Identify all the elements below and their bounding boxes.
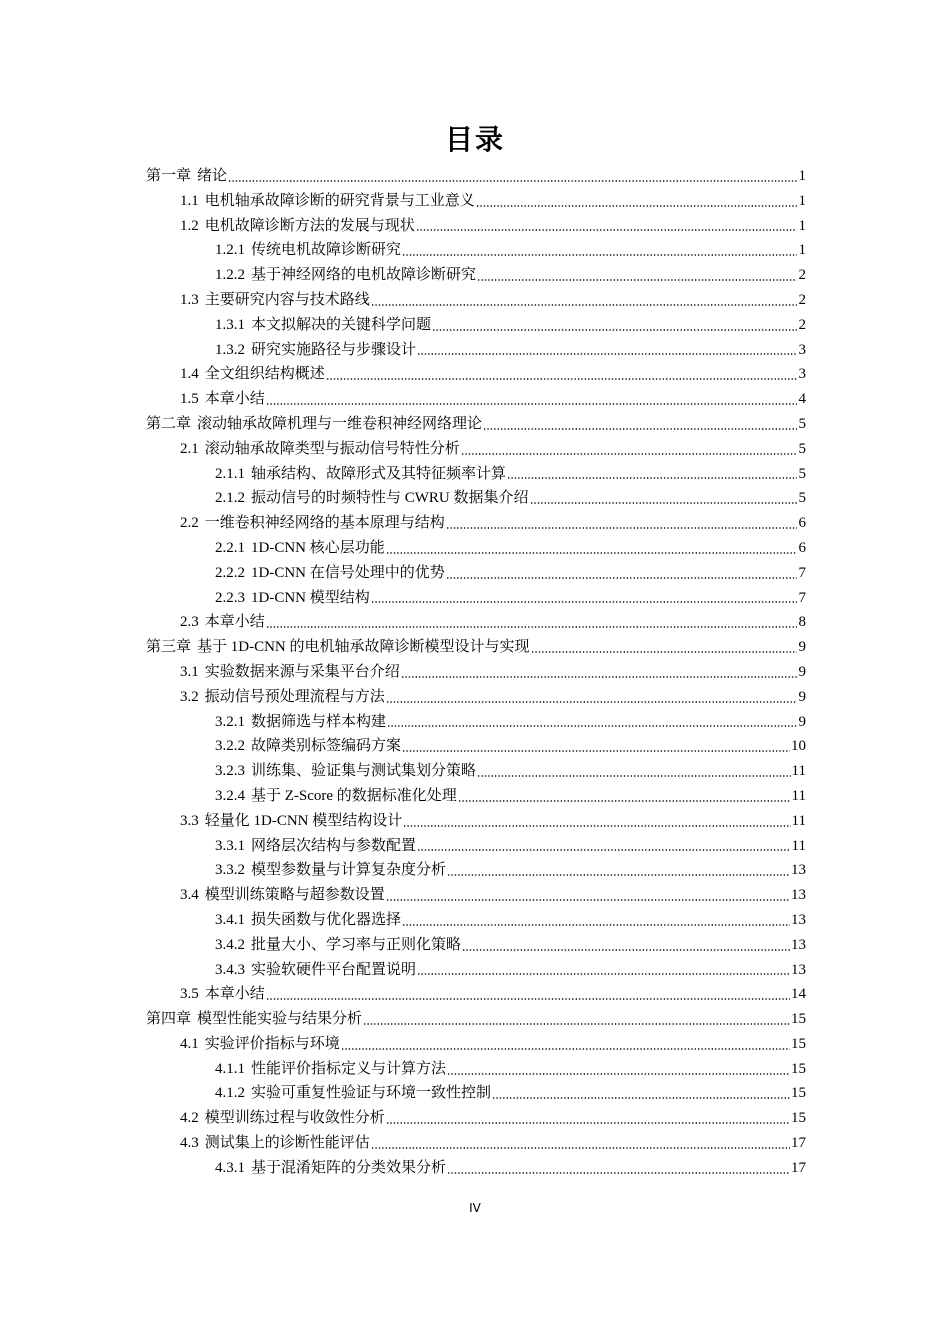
toc-entry-page: 13	[791, 961, 806, 978]
toc-entry-title: 基于 1D-CNN 的电机轴承故障诊断模型设计与实现	[197, 639, 530, 656]
toc-entry-number: 1.5	[180, 391, 199, 408]
toc-entry[interactable]	[0, 189, 806, 214]
toc-dot-leader	[228, 180, 797, 182]
toc-entry-number: 3.2.1	[215, 713, 245, 730]
toc-entry-title: 基于神经网络的电机故障诊断研究	[251, 267, 477, 284]
toc-entry-title: 1D-CNN 模型结构	[251, 589, 370, 606]
toc-entry-number: 1.2	[180, 217, 199, 234]
toc-entry-title: 本文拟解决的关键科学问题	[251, 316, 432, 333]
toc-entry[interactable]	[0, 387, 806, 412]
toc-entry-page: 2	[798, 267, 806, 284]
toc-entry-number: 1.1	[180, 192, 199, 209]
toc-entry-number: 2.1	[180, 440, 199, 457]
toc-entry-number: 4.2	[180, 1110, 199, 1127]
toc-entry-title: 模型参数量与计算复杂度分析	[251, 862, 447, 879]
toc-entry[interactable]	[0, 759, 806, 784]
toc-entry[interactable]	[0, 685, 806, 710]
toc-dot-leader	[458, 800, 791, 802]
toc-entry-page: 7	[798, 589, 806, 606]
toc-dot-leader	[530, 502, 797, 504]
toc-entry[interactable]	[0, 1156, 806, 1181]
toc-entry-number: 2.1.1	[215, 465, 245, 482]
toc-entry-title: 故障类别标签编码方案	[251, 738, 402, 755]
toc-entry-page: 9	[798, 713, 806, 730]
toc-entry-title: 绪论	[197, 168, 228, 184]
toc-dot-leader	[477, 775, 791, 777]
toc-entry-page: 5	[798, 415, 806, 432]
toc-entry-title: 研究实施路径与步骤设计	[251, 341, 417, 358]
page-number: IV	[469, 1201, 481, 1215]
toc-entry-page: 6	[798, 539, 806, 556]
toc-entry-number: 第四章	[146, 1011, 192, 1028]
toc-entry-page: 5	[798, 465, 806, 482]
toc-entry-number: 3.2.4	[215, 787, 245, 804]
toc-entry[interactable]	[0, 1081, 806, 1106]
toc-entry-page: 3	[798, 341, 806, 358]
toc-entry-title: 实验数据来源与采集平台介绍	[204, 663, 400, 680]
toc-entry-title: 实验软硬件平台配置说明	[251, 961, 417, 978]
toc-entry-title: 1D-CNN 在信号处理中的优势	[251, 564, 445, 581]
toc-entry-number: 3.2	[180, 688, 199, 705]
toc-entry[interactable]	[0, 883, 806, 908]
toc-entry-page: 1	[798, 192, 806, 209]
toc-entry-title: 全文组织结构概述	[204, 366, 325, 383]
toc-entry[interactable]	[0, 734, 806, 759]
toc-entry-number: 3.3	[180, 812, 199, 829]
toc-entry-page: 4	[798, 391, 806, 408]
toc-entry-number: 3.2.3	[215, 763, 245, 780]
toc-dot-leader	[507, 477, 797, 479]
toc-dot-leader	[386, 899, 790, 901]
toc-entry-page: 11	[791, 763, 806, 780]
toc-entry-page: 15	[791, 1085, 806, 1102]
toc-entry-title: 电机轴承故障诊断的研究背景与工业意义	[204, 192, 475, 209]
toc-entry-page: 9	[798, 663, 806, 680]
toc-entry[interactable]	[0, 1131, 806, 1156]
toc-entry-number: 第二章	[146, 415, 192, 432]
toc-dot-leader	[447, 1172, 790, 1174]
toc-entry-page: 13	[791, 911, 806, 928]
toc-entry-page: 15	[791, 1011, 806, 1028]
toc-entry-number: 4.3	[180, 1135, 199, 1152]
toc-entry-page: 5	[798, 490, 806, 507]
toc-entry-title: 主要研究内容与技术路线	[204, 291, 370, 308]
toc-dot-leader	[266, 998, 790, 1000]
toc-entry-title: 振动信号的时频特性与 CWRU 数据集介绍	[251, 490, 529, 507]
toc-entry[interactable]	[0, 238, 806, 263]
toc-entry-title: 本章小结	[204, 986, 265, 1003]
toc-entry-page: 14	[791, 986, 806, 1003]
toc-entry-page: 11	[791, 837, 806, 854]
toc-dot-leader	[417, 353, 797, 355]
toc-dot-leader	[363, 1023, 790, 1025]
toc-entry-number: 1.2.2	[215, 267, 245, 284]
toc-entry-page: 17	[791, 1135, 806, 1152]
toc-entry[interactable]	[0, 1057, 806, 1082]
toc-dot-leader	[341, 1048, 790, 1050]
toc-entry-title: 本章小结	[204, 391, 265, 408]
toc-entry-page: 13	[791, 862, 806, 879]
toc-entry-number: 1.2.1	[215, 242, 245, 259]
toc-entry-page: 9	[798, 639, 806, 656]
toc-entry[interactable]	[0, 313, 806, 338]
toc-entry-number: 3.3.2	[215, 862, 245, 879]
toc-entry-title: 性能评价指标定义与计算方法	[251, 1060, 447, 1077]
toc-dot-leader	[402, 254, 797, 256]
toc-entry-title: 轴承结构、故障形式及其特征频率计算	[251, 465, 507, 482]
toc-entry[interactable]	[0, 958, 806, 983]
toc-entry-number: 2.3	[180, 614, 199, 631]
toc-entry[interactable]	[0, 1007, 806, 1032]
toc-entry-number: 第一章	[146, 168, 192, 184]
toc-entry-page: 6	[798, 515, 806, 532]
toc-dot-leader	[403, 825, 790, 827]
toc-entry-page: 11	[791, 787, 806, 804]
toc-entry-title: 模型性能实验与结果分析	[197, 1011, 363, 1028]
toc-entry-page: 15	[791, 1035, 806, 1052]
toc-entry[interactable]	[0, 586, 806, 611]
toc-entry-number: 2.2	[180, 515, 199, 532]
toc-entry[interactable]	[0, 809, 806, 834]
toc-entry[interactable]	[0, 536, 806, 561]
toc-entry[interactable]	[0, 1032, 806, 1057]
toc-entry-number: 3.5	[180, 986, 199, 1003]
toc-entry-title: 网络层次结构与参数配置	[251, 837, 417, 854]
toc-entry-page: 13	[791, 887, 806, 904]
toc-dot-leader	[446, 577, 797, 579]
toc-entry-title: 数据筛选与样本构建	[251, 713, 387, 730]
toc-entry-title: 传统电机故障诊断研究	[251, 242, 402, 259]
toc-entry-title: 训练集、验证集与测试集划分策略	[251, 763, 477, 780]
toc-dot-leader	[447, 874, 790, 876]
toc-entry-title: 基于混淆矩阵的分类效果分析	[251, 1159, 447, 1176]
toc-entry-title: 模型训练策略与超参数设置	[204, 887, 385, 904]
toc-dot-leader	[462, 949, 790, 951]
toc-entry-page: 3	[798, 366, 806, 383]
toc-entry[interactable]	[0, 338, 806, 363]
toc-dot-leader	[447, 1073, 790, 1075]
toc-entry[interactable]	[0, 511, 806, 536]
toc-dot-leader	[461, 453, 797, 455]
table-of-contents	[0, 164, 950, 1181]
toc-entry-title: 实验评价指标与环境	[204, 1035, 340, 1052]
toc-entry-page: 11	[791, 812, 806, 829]
toc-entry[interactable]	[0, 263, 806, 288]
toc-entry-title: 模型训练过程与收敛性分析	[204, 1110, 385, 1127]
toc-entry-number: 4.1.2	[215, 1085, 245, 1102]
toc-dot-leader	[476, 205, 797, 207]
toc-entry-title: 滚动轴承故障机理与一维卷积神经网络理论	[197, 415, 483, 432]
toc-entry-title: 电机故障诊断方法的发展与现状	[204, 217, 415, 234]
toc-entry-page: 9	[798, 688, 806, 705]
toc-entry[interactable]	[0, 1106, 806, 1131]
toc-entry[interactable]	[0, 784, 806, 809]
toc-dot-leader	[417, 973, 790, 975]
toc-dot-leader	[477, 279, 797, 281]
toc-entry[interactable]	[0, 908, 806, 933]
toc-entry-page: 2	[798, 291, 806, 308]
toc-entry-number: 第三章	[146, 639, 192, 656]
toc-entry[interactable]	[0, 858, 806, 883]
toc-entry-number: 3.1	[180, 663, 199, 680]
toc-entry-title: 一维卷积神经网络的基本原理与结构	[204, 515, 445, 532]
toc-entry-page: 1	[798, 168, 806, 184]
toc-entry-number: 3.2.2	[215, 738, 245, 755]
toc-entry-page: 15	[791, 1110, 806, 1127]
page-title: 目录	[444, 123, 505, 156]
toc-entry-page: 15	[791, 1060, 806, 1077]
toc-entry-title: 振动信号预处理流程与方法	[204, 688, 385, 705]
toc-entry-number: 3.3.1	[215, 837, 245, 854]
toc-entry-page: 17	[791, 1159, 806, 1176]
toc-entry-number: 2.2.1	[215, 539, 245, 556]
toc-dot-leader	[402, 924, 790, 926]
toc-entry-number: 4.1	[180, 1035, 199, 1052]
toc-entry-title: 批量大小、学习率与正则化策略	[251, 936, 462, 953]
toc-entry-number: 1.3	[180, 291, 199, 308]
toc-dot-leader	[417, 849, 791, 851]
toc-dot-leader	[371, 304, 797, 306]
toc-entry[interactable]	[0, 710, 806, 735]
toc-entry[interactable]	[0, 834, 806, 859]
toc-entry-page: 13	[791, 936, 806, 953]
toc-dot-leader	[416, 229, 797, 231]
toc-entry-title: 基于 Z-Score 的数据标准化处理	[251, 787, 457, 804]
toc-entry-number: 3.4.2	[215, 936, 245, 953]
toc-entry[interactable]	[0, 635, 806, 660]
toc-entry-number: 3.4.1	[215, 911, 245, 928]
toc-dot-leader	[432, 329, 797, 331]
toc-entry-number: 2.2.3	[215, 589, 245, 606]
toc-entry-number: 3.4	[180, 887, 199, 904]
toc-dot-leader	[492, 1097, 790, 1099]
toc-dot-leader	[401, 676, 797, 678]
toc-entry[interactable]	[0, 486, 806, 511]
toc-entry-number: 3.4.3	[215, 961, 245, 978]
toc-entry[interactable]	[0, 164, 806, 189]
toc-entry[interactable]	[0, 982, 806, 1007]
toc-dot-leader	[386, 552, 797, 554]
toc-entry-number: 1.4	[180, 366, 199, 383]
toc-dot-leader	[371, 1147, 790, 1149]
toc-entry-page: 2	[798, 316, 806, 333]
toc-dot-leader	[371, 601, 797, 603]
toc-entry[interactable]	[0, 288, 806, 313]
toc-dot-leader	[483, 428, 797, 430]
toc-entry[interactable]	[0, 412, 806, 437]
toc-entry-number: 1.3.2	[215, 341, 245, 358]
toc-entry[interactable]	[0, 362, 806, 387]
toc-entry[interactable]	[0, 437, 806, 462]
toc-entry-page: 7	[798, 564, 806, 581]
toc-entry-page: 1	[798, 217, 806, 234]
toc-entry-page: 1	[798, 242, 806, 259]
toc-entry-number: 2.1.2	[215, 490, 245, 507]
toc-entry-title: 滚动轴承故障类型与振动信号特性分析	[204, 440, 460, 457]
toc-dot-leader	[326, 378, 797, 380]
toc-entry-number: 1.3.1	[215, 316, 245, 333]
toc-dot-leader	[386, 701, 797, 703]
toc-entry[interactable]	[0, 214, 806, 239]
toc-entry[interactable]	[0, 462, 806, 487]
toc-entry[interactable]	[0, 660, 806, 685]
toc-entry-page: 5	[798, 440, 806, 457]
toc-entry-title: 实验可重复性验证与环境一致性控制	[251, 1085, 492, 1102]
toc-entry-number: 2.2.2	[215, 564, 245, 581]
toc-dot-leader	[531, 651, 797, 653]
toc-entry-number: 4.1.1	[215, 1060, 245, 1077]
toc-entry-number: 4.3.1	[215, 1159, 245, 1176]
toc-entry[interactable]	[0, 561, 806, 586]
toc-entry-title: 轻量化 1D-CNN 模型结构设计	[204, 812, 403, 829]
toc-dot-leader	[266, 626, 797, 628]
toc-entry-title: 1D-CNN 核心层功能	[251, 539, 385, 556]
toc-entry-page: 8	[798, 614, 806, 631]
toc-entry-title: 损失函数与优化器选择	[251, 911, 402, 928]
toc-entry-page: 10	[791, 738, 806, 755]
toc-entry[interactable]	[0, 933, 806, 958]
toc-entry-title: 本章小结	[204, 614, 265, 631]
toc-dot-leader	[402, 750, 790, 752]
toc-dot-leader	[266, 403, 797, 405]
toc-dot-leader	[446, 527, 797, 529]
toc-entry[interactable]	[0, 610, 806, 635]
toc-dot-leader	[387, 725, 797, 727]
toc-dot-leader	[386, 1122, 790, 1124]
toc-entry-title: 测试集上的诊断性能评估	[204, 1135, 370, 1152]
